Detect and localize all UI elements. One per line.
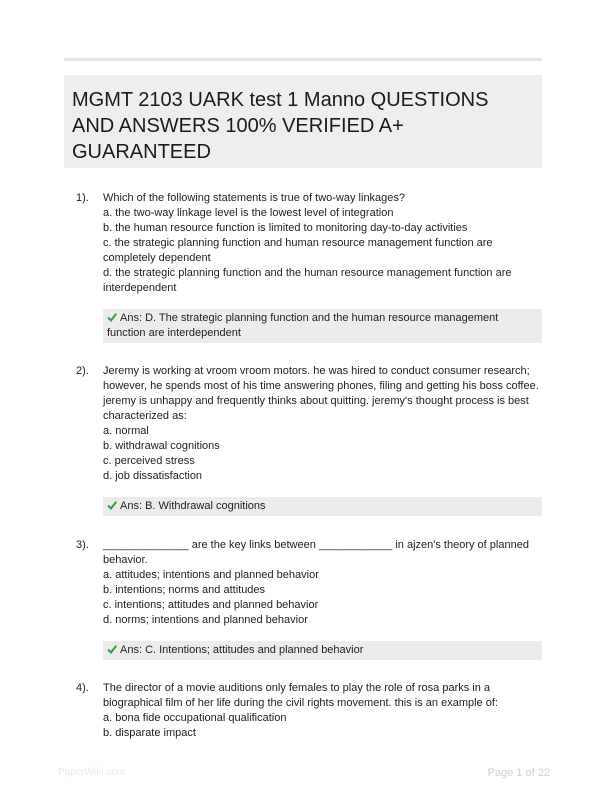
question-item [76, 538, 542, 660]
question-text: Jeremy is working at vroom vroom motors. he was hired to conduct consumer research; however, he spends most of his time answering phones, filing and getting his boss coffee. jeremy is unhappy and frequently thinks about quitting. jeremy's thought process is best characterized as: [103, 365, 539, 422]
option: c. the strategic planning function and human resource management function are completely dependent [103, 237, 493, 264]
answer-text: Ans: D. The strategic planning function and the human resource management function are interdependent [107, 312, 499, 339]
answer-text: Ans: B. Withdrawal cognitions [120, 500, 266, 512]
question-text: ______________ are the key links between ____________ in ajzen's theory of planned behavior. [103, 539, 529, 566]
title-banner [64, 75, 542, 168]
option: d. the strategic planning function and the human resource management function are interdependent [103, 267, 512, 294]
option: b. disparate impact [103, 727, 196, 739]
option: a. attitudes; intentions and planned behavior [103, 569, 319, 581]
checkmark-icon [107, 312, 117, 322]
checkmark-icon [107, 644, 117, 654]
question-body [103, 364, 542, 484]
document-title: MGMT 2103 UARK test 1 Manno QUESTIONS AND ANSWERS 100% VERIFIED A+ GUARANTEED [72, 89, 489, 163]
question-number: 2). [76, 365, 89, 377]
answer-box [103, 497, 542, 516]
question-text: Which of the following statements is true of two-way linkages? [103, 192, 406, 204]
option: b. intentions; norms and attitudes [103, 584, 266, 596]
option: a. normal [103, 425, 149, 437]
option: b. the human resource function is limited to monitoring day-to-day activities [103, 222, 468, 234]
question-body [103, 538, 542, 628]
question-number: 3). [76, 539, 89, 551]
option: c. perceived stress [103, 455, 195, 467]
option: d. job dissatisfaction [103, 470, 203, 482]
answer-box [103, 641, 542, 660]
question-number: 1). [76, 192, 89, 204]
question-body [103, 191, 542, 296]
footer-watermark: PaperWiki.com [58, 767, 126, 778]
option: b. withdrawal cognitions [103, 440, 220, 452]
option: a. bona fide occupational qualification [103, 712, 287, 724]
header-divider [64, 58, 542, 61]
question-item [76, 681, 542, 741]
question-number: 4). [76, 682, 89, 694]
option: c. intentions; attitudes and planned behavior [103, 599, 319, 611]
question-item [76, 191, 542, 343]
answer-box [103, 309, 542, 343]
checkmark-icon [107, 500, 117, 510]
question-body [103, 681, 542, 741]
question-item [76, 364, 542, 516]
option: a. the two-way linkage level is the lowest level of integration [103, 207, 394, 219]
option: d. norms; intentions and planned behavior [103, 614, 308, 626]
page-indicator: Page 1 of 22 [487, 767, 550, 779]
question-text: The director of a movie auditions only females to play the role of rosa parks in a biographical film of her life during the civil rights movement. this is an example of: [103, 682, 498, 709]
answer-text: Ans: C. Intentions; attitudes and planned behavior [120, 644, 364, 656]
